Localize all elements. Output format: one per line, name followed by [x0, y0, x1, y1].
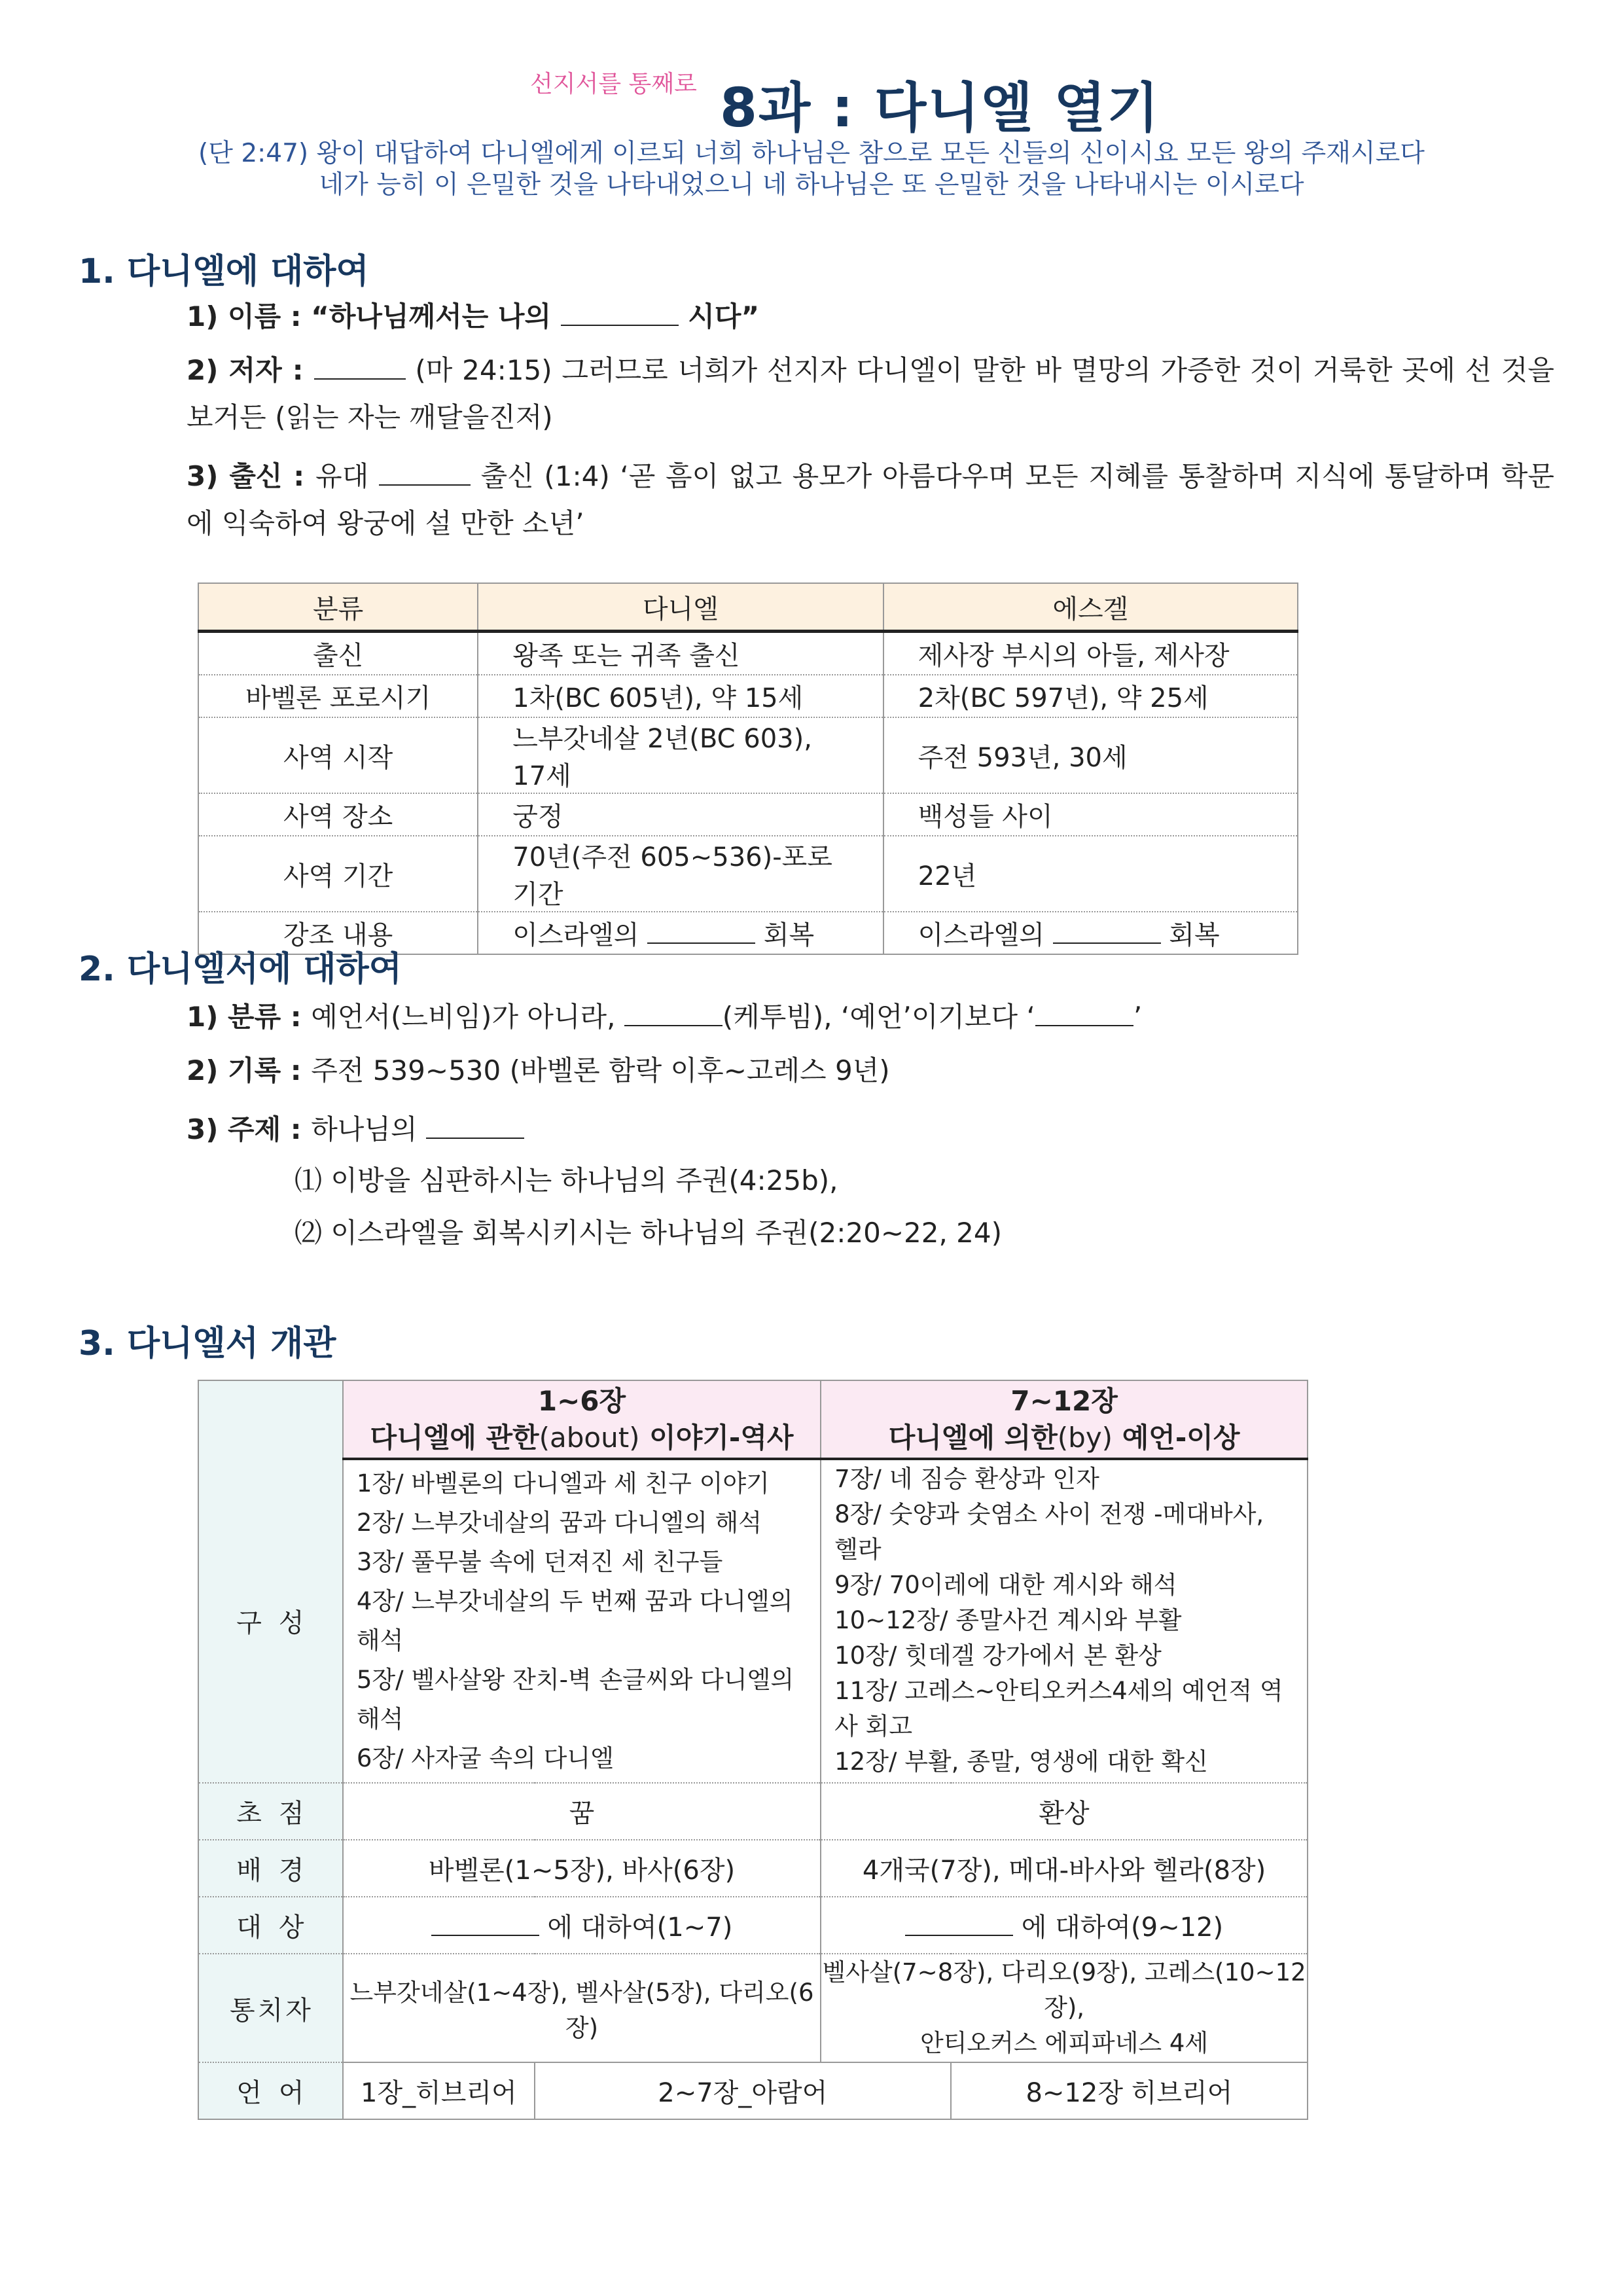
- overview-cell: 1장_히브리어: [343, 2062, 535, 2119]
- list-item: 10장/ 힛데겔 강가에서 본 환상: [834, 1641, 1162, 1670]
- section-1-heading: 1. 다니엘에 대하여: [79, 252, 369, 291]
- overview-col1-sub-b: 이야기-역사: [639, 1421, 794, 1454]
- fill-blank: [431, 1911, 539, 1936]
- overview-cell-text: 에 대하여(1~7): [539, 1912, 733, 1943]
- overview-rulers-row: [198, 1954, 1308, 2062]
- s1-item-origin-text-before: 유대: [315, 460, 379, 492]
- overview-structure-right: [821, 1459, 1308, 1783]
- overview-col2-sub-a: 다니엘에 의한: [888, 1421, 1058, 1454]
- overview-col2-title: 7~12장: [1010, 1384, 1118, 1417]
- list-item: 9장/ 70이레에 대한 계시와 해석: [834, 1571, 1177, 1599]
- s2-theme-sub-1: ⑴ 이방을 심판하시는 하나님의 주권(4:25b),: [294, 1164, 838, 1196]
- fill-blank: [426, 1114, 524, 1139]
- list-item: 7장/ 네 짐승 환상과 인자: [834, 1465, 1099, 1493]
- overview-cell: [821, 1954, 1308, 2062]
- fill-blank: [905, 1911, 1013, 1936]
- overview-header-row: [198, 1380, 1308, 1459]
- series-tag: 선지서를 통째로: [530, 71, 697, 98]
- overview-cell: 바벨론(1~5장), 바사(6장): [343, 1840, 821, 1897]
- fill-blank: [1035, 1001, 1133, 1026]
- list-item: 11장/ 고레스~안티오커스4세의 예언적 역사 회고: [834, 1677, 1283, 1740]
- table-cell: 사역 시작: [198, 717, 478, 793]
- overview-cell: [343, 1897, 821, 1954]
- s2-item-theme: [187, 1106, 524, 1153]
- overview-background-row: [198, 1840, 1308, 1897]
- section-2-heading: 2. 다니엘서에 대하여: [79, 950, 402, 989]
- table-cell: [478, 912, 883, 954]
- table-cell: 2차(BC 597년), 약 25세: [883, 675, 1298, 717]
- overview-cell: 환상: [821, 1783, 1308, 1840]
- s1-item-author: [187, 347, 1554, 441]
- table-header-row: [198, 583, 1298, 632]
- overview-corner-cell: [198, 1380, 343, 1459]
- table-cell: 백성들 사이: [883, 793, 1298, 836]
- overview-row-label: 대상: [198, 1897, 343, 1954]
- list-item: 8장/ 숫양과 숫염소 사이 전쟁 -메대바사, 헬라: [834, 1500, 1264, 1564]
- table-cell: 사역 장소: [198, 793, 478, 836]
- verse-line-2: 네가 능히 이 은밀한 것을 나타내었으니 네 하나님은 또 은밀한 것을 나타내시는 이시로다: [319, 170, 1304, 200]
- table-row: [198, 793, 1298, 836]
- table-row: [198, 836, 1298, 912]
- s2-item-category-text-mid: (케투빔), ‘예언’이기보다 ‘: [722, 1001, 1035, 1033]
- table-cell: 강조 내용: [198, 912, 478, 954]
- s1-item-origin: [187, 453, 1554, 547]
- table-cell: 느부갓네살 2년(BC 603), 17세: [478, 717, 883, 793]
- overview-row-label: 초점: [198, 1783, 343, 1840]
- overview-row-label: 통치자: [198, 1954, 343, 2062]
- s1-item-origin-label: 3) 출신 :: [187, 460, 316, 492]
- overview-cell: 8~12장 히브리어: [951, 2062, 1308, 2119]
- overview-col2-subtitle: [822, 1420, 1306, 1456]
- overview-structure-left: [343, 1459, 821, 1783]
- table-cell: 왕족 또는 귀족 출신: [478, 632, 883, 675]
- overview-col2-header: [821, 1380, 1308, 1459]
- s1-item-author-label: 2) 저자 :: [187, 354, 314, 386]
- list-item: 1장/ 바벨론의 다니엘과 세 친구 이야기: [356, 1469, 770, 1498]
- overview-col1-sub-a: 다니엘에 관한: [370, 1421, 539, 1454]
- s1-item-name: [187, 293, 759, 340]
- table-cell-text: 이스라엘의: [512, 920, 648, 950]
- list-item: 12장/ 부활, 종말, 영생에 대한 확신: [834, 1748, 1208, 1776]
- overview-audience-row: [198, 1897, 1308, 1954]
- fill-blank: [379, 461, 471, 486]
- table-cell-text: 이스라엘의: [918, 920, 1053, 950]
- overview-cell-line: 벨사살(7~8장), 다리오(9장), 고레스(10~12장),: [822, 1958, 1306, 2022]
- overview-row-label: 구성: [198, 1459, 343, 1783]
- table-cell-text: 회복: [755, 920, 815, 950]
- fill-blank: [624, 1001, 722, 1026]
- overview-cell: 2~7장_아람어: [535, 2062, 951, 2119]
- fill-blank: [1053, 919, 1161, 944]
- overview-structure-row: [198, 1459, 1308, 1783]
- overview-focus-row: [198, 1783, 1308, 1840]
- s1-item-name-label: 1) 이름 :: [187, 300, 312, 332]
- overview-col2-sub-en: (by): [1057, 1421, 1113, 1454]
- page-title: 8과 : 다니엘 열기: [720, 77, 1160, 139]
- list-item: 10~12장/ 종말사건 계시와 부활: [834, 1606, 1182, 1634]
- overview-col1-subtitle: [344, 1420, 819, 1456]
- fill-blank: [314, 355, 406, 380]
- overview-row-label: 배경: [198, 1840, 343, 1897]
- s2-item-record-label: 2) 기록 :: [187, 1054, 312, 1086]
- overview-cell: [821, 1897, 1308, 1954]
- table-row: [198, 717, 1298, 793]
- table-cell: 제사장 부시의 아들, 제사장: [883, 632, 1298, 675]
- table-cell: 1차(BC 605년), 약 15세: [478, 675, 883, 717]
- table-header-cell: 분류: [198, 583, 478, 632]
- table-cell: 사역 기간: [198, 836, 478, 912]
- list-item: 4장/ 느부갓네살의 두 번째 꿈과 다니엘의 해석: [356, 1587, 793, 1655]
- overview-cell: 꿈: [343, 1783, 821, 1840]
- s2-item-category: [187, 994, 1142, 1041]
- section-3-heading: 3. 다니엘서 개관: [79, 1324, 336, 1363]
- overview-col2-sub-b: 예언-이상: [1113, 1421, 1240, 1454]
- s2-item-theme-label: 3) 주제 :: [187, 1113, 312, 1145]
- s2-item-record: [187, 1047, 890, 1094]
- overview-col1-header: [343, 1380, 821, 1459]
- list-item: 2장/ 느부갓네살의 꿈과 다니엘의 해석: [356, 1509, 762, 1537]
- table-cell: 주전 593년, 30세: [883, 717, 1298, 793]
- overview-cell-text: 에 대하여(9~12): [1013, 1912, 1224, 1943]
- table-row: [198, 632, 1298, 675]
- list-item: 6장/ 사자굴 속의 다니엘: [356, 1744, 614, 1772]
- list-item: 5장/ 벨사살왕 잔치-벽 손글씨와 다니엘의 해석: [356, 1666, 794, 1733]
- table-header-cell: 에스겔: [883, 583, 1298, 632]
- s1-item-origin-text-after: 출신 (1:4) ‘곧 흠이 없고 용모가 아름다우며 모든 지혜를 통찰하며 지식에 통달하며 학문에 익숙하여 왕궁에 설 만한 소년’: [187, 460, 1554, 539]
- table-cell: 바벨론 포로시기: [198, 675, 478, 717]
- s2-item-category-text-before: 예언서(느비임)가 아니라,: [311, 1001, 624, 1033]
- overview-cell-line: 안티오커스 에피파네스 4세: [919, 2029, 1209, 2057]
- overview-cell: 느부갓네살(1~4장), 벨사살(5장), 다리오(6장): [343, 1954, 821, 2062]
- table-cell: [883, 912, 1298, 954]
- table-cell-text: 회복: [1160, 920, 1220, 950]
- s1-item-name-text-before: “하나님께서는 나의: [311, 300, 561, 332]
- overview-row-label: 언어: [198, 2062, 343, 2119]
- s1-item-name-text-after: 시다”: [678, 300, 760, 332]
- table-header-cell: 다니엘: [478, 583, 883, 632]
- list-item: 3장/ 풀무불 속에 던져진 세 친구들: [356, 1548, 723, 1576]
- overview-language-row: [198, 2062, 1308, 2119]
- table-row: [198, 675, 1298, 717]
- s2-item-record-text: 주전 539~530 (바벨론 함락 이후~고레스 9년): [311, 1054, 890, 1086]
- fill-blank: [647, 919, 755, 944]
- book-overview-table: [198, 1380, 1308, 2120]
- s1-item-author-text: (마 24:15) 그러므로 너희가 선지자 다니엘이 말한 바 멸망의 가증한 것이 거룩한 곳에 선 것을 보거든 (읽는 자는 깨달을진저): [187, 354, 1554, 433]
- daniel-ezekiel-comparison-table: [198, 583, 1298, 955]
- s2-item-category-text-after: ’: [1133, 1001, 1143, 1033]
- s2-theme-sub-2: ⑵ 이스라엘을 회복시키시는 하나님의 주권(2:20~22, 24): [294, 1217, 1002, 1249]
- table-cell: 출신: [198, 632, 478, 675]
- overview-cell: 4개국(7장), 메대-바사와 헬라(8장): [821, 1840, 1308, 1897]
- overview-col1-sub-en: (about): [539, 1421, 640, 1454]
- fill-blank: [561, 301, 679, 326]
- table-cell: 궁정: [478, 793, 883, 836]
- overview-col1-title: 1~6장: [537, 1384, 626, 1417]
- s2-item-category-label: 1) 분류 :: [187, 1001, 312, 1033]
- table-cell: 70년(주전 605~536)-포로기간: [478, 836, 883, 912]
- s2-item-theme-text: 하나님의: [311, 1113, 426, 1145]
- verse-line-1: (단 2:47) 왕이 대답하여 다니엘에게 이르되 너희 하나님은 참으로 모든 신들의 신이시요 모든 왕의 주재시로다: [198, 139, 1425, 168]
- table-cell: 22년: [883, 836, 1298, 912]
